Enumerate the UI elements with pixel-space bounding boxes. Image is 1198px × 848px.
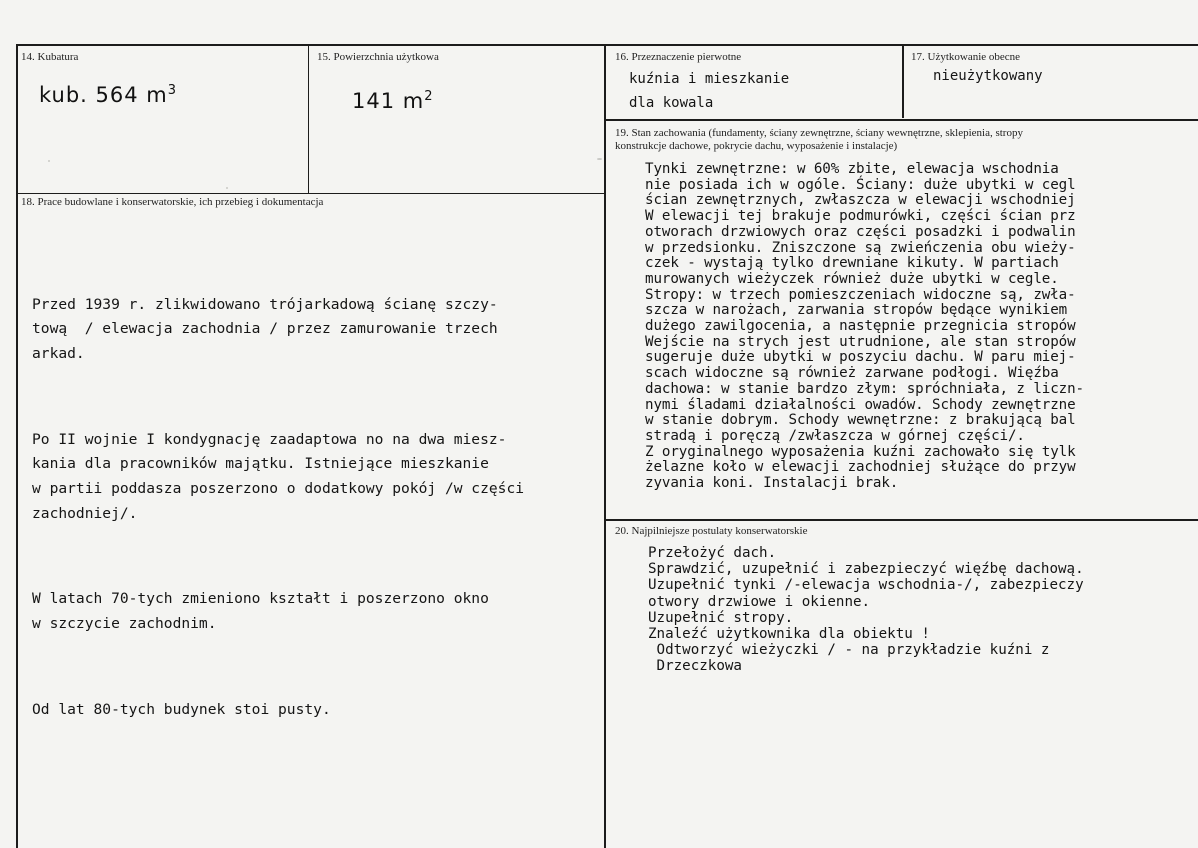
works-history-text: [32, 243, 524, 747]
field-18-label: 18. Prace budowlane i konserwatorskie, ich przebieg i dokumentacja: [21, 196, 324, 208]
row-divider-20: [606, 519, 1198, 521]
current-use-value: nieużytkowany: [933, 68, 1043, 84]
field-14-value: [39, 83, 177, 107]
field-14-label: 14. Kubatura: [21, 51, 79, 63]
left-border: [16, 44, 18, 848]
field-19-label-line-1: 19. Stan zachowania (fundamenty, ściany zewnętrzne, ściany wewnętrzne, sklepienia, stropy: [615, 127, 1023, 139]
top-border: [17, 44, 1198, 46]
row-divider-18: [17, 193, 605, 194]
field-15-label: 15. Powierzchnia użytkowa: [317, 51, 439, 63]
works-paragraph: Po II wojnie I kondygnację zaadaptowa no na dwa miesz- kania dla pracowników majątku. Istniejące mieszkanie w partii poddasza poszerzono o dodatkowy pokój /w części zachodniej/.: [32, 430, 525, 522]
cubature-value: kub. 564 m: [39, 83, 168, 107]
field-19-label-line-2: konstrukcje dachowe, pokrycie dachu, wyposażenie i instalacje): [615, 140, 898, 152]
cubature-unit-exponent: 3: [167, 83, 178, 98]
row-divider-19: [606, 119, 1198, 121]
works-paragraph: W latach 70-tych zmieniono kształt i poszerzono okno w szczycie zachodnim.: [32, 590, 489, 633]
divider-16-17: [902, 44, 904, 118]
original-purpose-line-2: dla kowala: [629, 95, 714, 111]
field-16-label: 16. Przeznaczenie pierwotne: [615, 51, 742, 63]
works-paragraph: Od lat 80-tych budynek stoi pusty.: [32, 700, 331, 718]
paper-speck: [226, 187, 228, 189]
field-17-label: 17. Użytkowanie obecne: [911, 51, 1021, 63]
original-purpose-line-1: kuźnia i mieszkanie: [629, 71, 790, 87]
conservation-postulates: Przełożyć dach. Sprawdzić, uzupełnić i zabezpieczyć więźbę dachową. Uzupełnić tynki /-elewacja wschodnia-/, zabezpieczy otwory drzwiowe i okienne. Uzupełnić stropy. Znaleźć użytkownika dla obiektu ! Odtworzyć wieżyczki / - na przykładzie kuźni z Drzeczkowa: [648, 545, 1084, 675]
works-paragraph: Przed 1939 r. zlikwidowano trójarkadową ścianę szczy- tową / elewacja zachodnia / przez zamurowanie trzech arkad.: [32, 295, 498, 363]
center-divider: [604, 44, 606, 848]
paper-speck: [48, 160, 50, 162]
usable-area-value: 141 m: [352, 89, 425, 113]
area-unit-exponent: 2: [424, 89, 434, 104]
divider-14-15: [308, 44, 309, 194]
condition-description: Tynki zewnętrzne: w 60% zbite, elewacja wschodnia nie posiada ich w ogóle. Ściany: duże ubytki w cegl ścian zewnętrznych, zwłaszcza w elewacji wschodniej W elewacji tej brakuje podmurówki, części ścian prz otworach drzwiowych oraz części posadzki i podwalin w przedsionku. Zniszczone są zwieńczenia obu wieży- czek - wystają tylko drewniane kikuty. W partiach murowanych wieżyczek również duże ubytki w cegle. Stropy: w trzech pomieszczeniach widoczne są, zwła- szcza w narożach, zarwania stropów będące wynikiem dużego zawilgocenia, a następnie przegnicia stropów Wejście na strych jest utrudnione, ale stan stropów sugeruje duże ubytki w poszyciu dachu. W paru miej- scach widoczne są również zarwane podłogi. Więźba dachowa: w stanie bardzo złym: spróchniała, z liczn- nymi śladami działalności owadów. Schody zewnętrzne w stanie dobrym. Schody wewnętrzne: z brakującą bal stradą i poręczą /zwłaszcza w górnej części/. Z oryginalnego wyposażenia kuźni zachowało się tylk żelazne koło w elewacji zachodniej służące do przyw zyvania koni. Instalacji brak.: [645, 161, 1084, 492]
field-15-value: [352, 89, 434, 113]
paper-speck: [597, 158, 602, 160]
field-20-label: 20. Najpilniejsze postulaty konserwatorskie: [615, 525, 808, 537]
